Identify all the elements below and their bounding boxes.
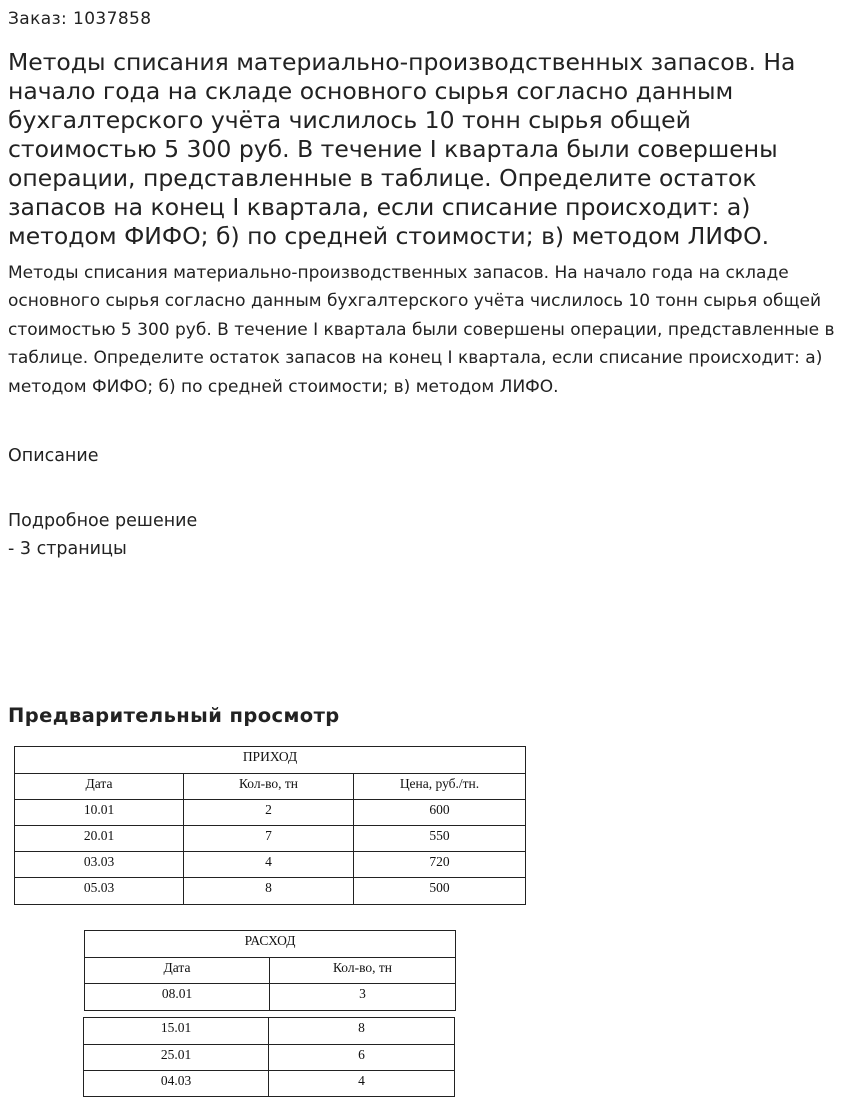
- table-cell: 3: [270, 984, 456, 1011]
- table-row: [84, 1045, 455, 1071]
- column-header: Кол-во, тн: [270, 958, 456, 984]
- table-row: [15, 878, 526, 905]
- solution-pages: - 3 страницы: [8, 539, 127, 559]
- table-cell: 600: [354, 800, 526, 826]
- income-table: [14, 746, 526, 905]
- table-cell: 500: [354, 878, 526, 905]
- table-cell: 25.01: [84, 1045, 269, 1071]
- table-cell: 8: [184, 878, 354, 905]
- table-header-row: [15, 774, 526, 800]
- table-cell: 6: [269, 1045, 455, 1071]
- table-cell: 550: [354, 826, 526, 852]
- expense-table: [84, 930, 456, 1011]
- column-header: Дата: [15, 774, 184, 800]
- column-header: Дата: [85, 958, 270, 984]
- table-cell: 20.01: [15, 826, 184, 852]
- table-cell: 08.01: [85, 984, 270, 1011]
- solution-label: Подробное решение: [8, 511, 198, 531]
- table-cell: 8: [269, 1018, 455, 1045]
- table-header-row: [85, 958, 456, 984]
- table-row: [15, 826, 526, 852]
- table-cell: 03.03: [15, 852, 184, 878]
- table-row: [85, 984, 456, 1011]
- table-row: [84, 1071, 455, 1097]
- table-cell: 4: [269, 1071, 455, 1097]
- table-cell: 7: [184, 826, 354, 852]
- description-heading: Описание: [8, 446, 99, 466]
- table-cell: 4: [184, 852, 354, 878]
- table-cell: 15.01: [84, 1018, 269, 1045]
- preview-heading: Предварительный просмотр: [8, 704, 340, 727]
- table-caption-row: [85, 931, 456, 958]
- task-title: Методы списания материально-производственных запасов. На начало года на складе основного сырья согласно данным бухгалтерского учёта числилось 10 тонн сырья общей стоимостью 5 300 руб. В течение I квартала были совершены операции, представленные в таблице. Определите остаток запасов на конец I квартала, если списание происходит: а) методом ФИФО; б) по средней стоимости; в) методом ЛИФО.: [8, 48, 796, 250]
- table-cell: 2: [184, 800, 354, 826]
- column-header: Кол-во, тн: [184, 774, 354, 800]
- task-description: Методы списания материально-производственных запасов. На начало года на складе основного сырья согласно данным бухгалтерского учёта числилось 10 тонн сырья общей стоимостью 5 300 руб. В течение I квартала были совершены операции, представленные в таблице. Определите остаток запасов на конец I квартала, если списание происходит: а) методом ФИФО; б) по средней стоимости; в) методом ЛИФО.: [8, 263, 835, 397]
- expense-caption: РАСХОД: [85, 931, 456, 958]
- table-row: [15, 852, 526, 878]
- column-header: Цена, руб./тн.: [354, 774, 526, 800]
- order-number: Заказ: 1037858: [8, 9, 152, 29]
- expense-table-continued: [83, 1017, 455, 1097]
- table-row: [84, 1018, 455, 1045]
- table-cell: 720: [354, 852, 526, 878]
- income-caption: ПРИХОД: [15, 747, 526, 774]
- table-row: [15, 800, 526, 826]
- table-cell: 05.03: [15, 878, 184, 905]
- table-caption-row: [15, 747, 526, 774]
- table-cell: 10.01: [15, 800, 184, 826]
- table-cell: 04.03: [84, 1071, 269, 1097]
- solution-info: [8, 507, 197, 563]
